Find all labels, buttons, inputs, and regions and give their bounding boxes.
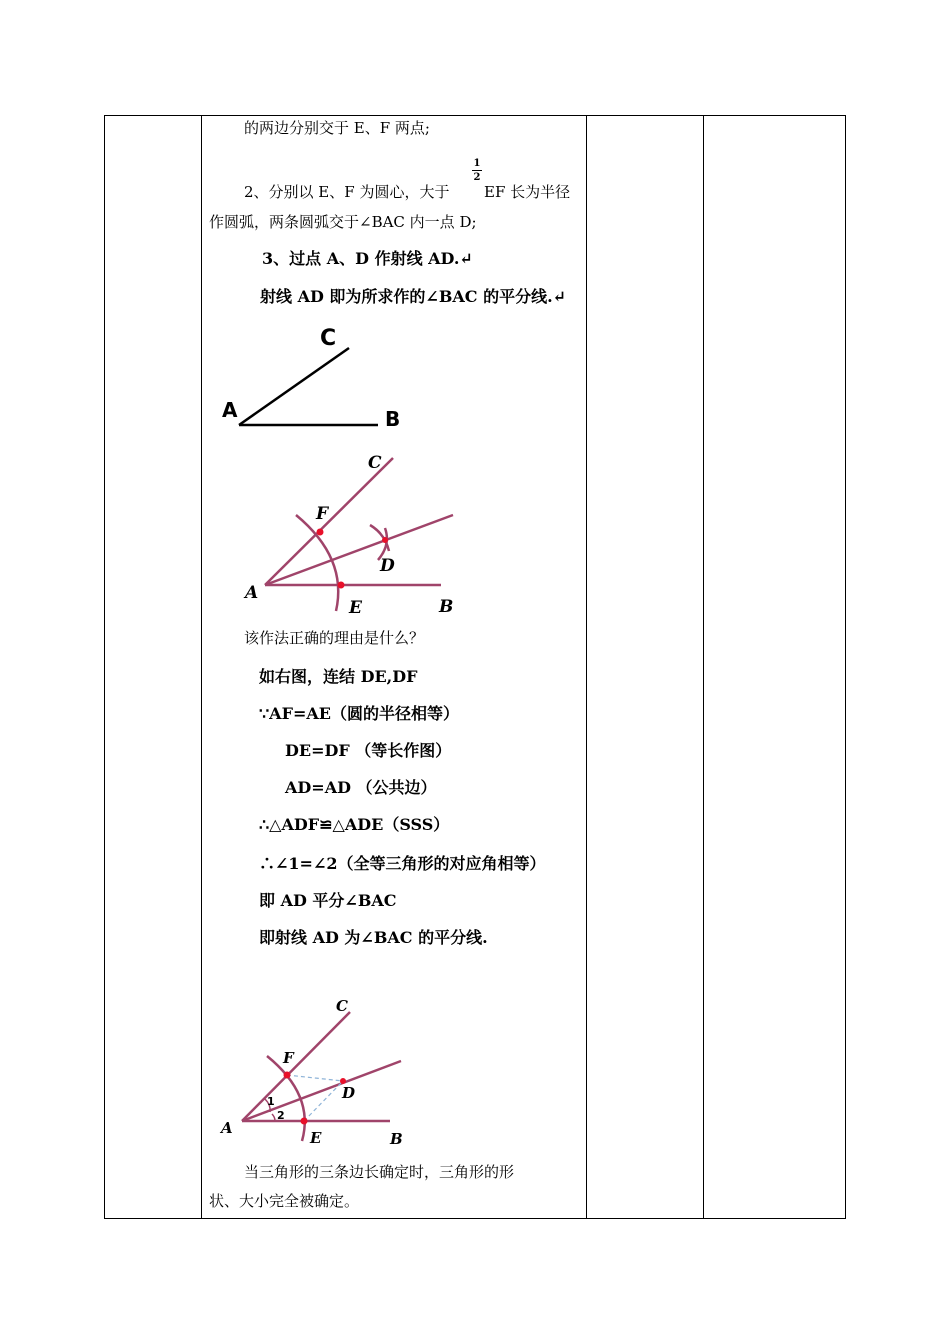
proof-line-5: ∴△ADF≌△ADE（SSS） [259,815,450,834]
column-divider-2 [586,116,587,1218]
label-angle-2: 2 [277,1109,285,1122]
proof-line-6: ∴∠1=∠2（全等三角形的对应角相等） [259,854,546,873]
step3-text: 3、过点 A、D 作射线 AD.↵ [262,249,473,268]
segment-de [304,1081,343,1121]
label-a: A [245,583,259,603]
label-e: E [349,598,362,618]
label-c: C [320,326,337,351]
proof-line-2: ∵AF=AE（圆的半径相等） [259,704,459,723]
point-e [301,1118,308,1125]
column-divider-1 [201,116,202,1218]
proof-line-7: 即 AD 平分∠BAC [259,891,397,910]
label-a: A [221,1119,233,1137]
one-half-fraction [472,158,482,183]
label-angle-1: 1 [267,1095,275,1108]
label-d: D [380,556,395,576]
point-f [317,529,324,536]
proof-line-4: AD=AD （公共边） [285,778,437,797]
fraction-bar [472,170,482,171]
step2-text-a: 2、分别以 E、F 为圆心，大于 [244,183,450,201]
label-d: D [342,1084,356,1102]
proof-line-8: 即射线 AD 为∠BAC 的平分线. [259,928,488,947]
label-b: B [390,1130,403,1148]
step2-text-b: EF 长为半径 [484,183,571,201]
point-e [338,582,345,589]
label-b: B [439,597,454,617]
label-c: C [336,997,348,1015]
angle-figure [215,320,415,440]
segment-df [287,1075,343,1081]
point-f [284,1072,291,1079]
ray-ac [242,1012,350,1121]
arc-ef [296,515,338,611]
fraction-numerator: 1 [473,158,481,169]
conclusion-text: 射线 AD 即为所求作的∠BAC 的平分线.↵ [260,287,567,306]
ray-ad [242,1061,401,1121]
label-f: F [283,1049,294,1067]
bisector-construction-figure [238,448,478,623]
fraction-denominator: 2 [473,172,481,183]
step2-text-c: 作圆弧，两条圆弧交于∠BAC 内一点 D; [209,213,477,231]
final-text-line-2: 状、大小完全被确定。 [209,1192,360,1210]
proof-line-1: 如右图，连结 DE,DF [259,667,418,686]
ray-ac [265,458,393,585]
question-text: 该作法正确的理由是什么？ [244,629,425,647]
ray-ac [239,348,349,425]
proof-line-3: DE=DF （等长作图） [285,741,452,760]
step1-continuation: 的两边分别交于 E、F 两点; [244,119,430,137]
label-b: B [385,407,401,431]
column-divider-3 [703,116,704,1218]
label-f: F [316,504,329,524]
ray-ad [265,515,453,585]
final-text-line-1: 当三角形的三条边长确定时，三角形的形 [244,1163,515,1181]
label-c: C [368,453,382,473]
point-d [382,537,388,543]
proof-figure [215,995,415,1148]
label-e: E [310,1129,322,1147]
label-a: A [222,398,238,422]
